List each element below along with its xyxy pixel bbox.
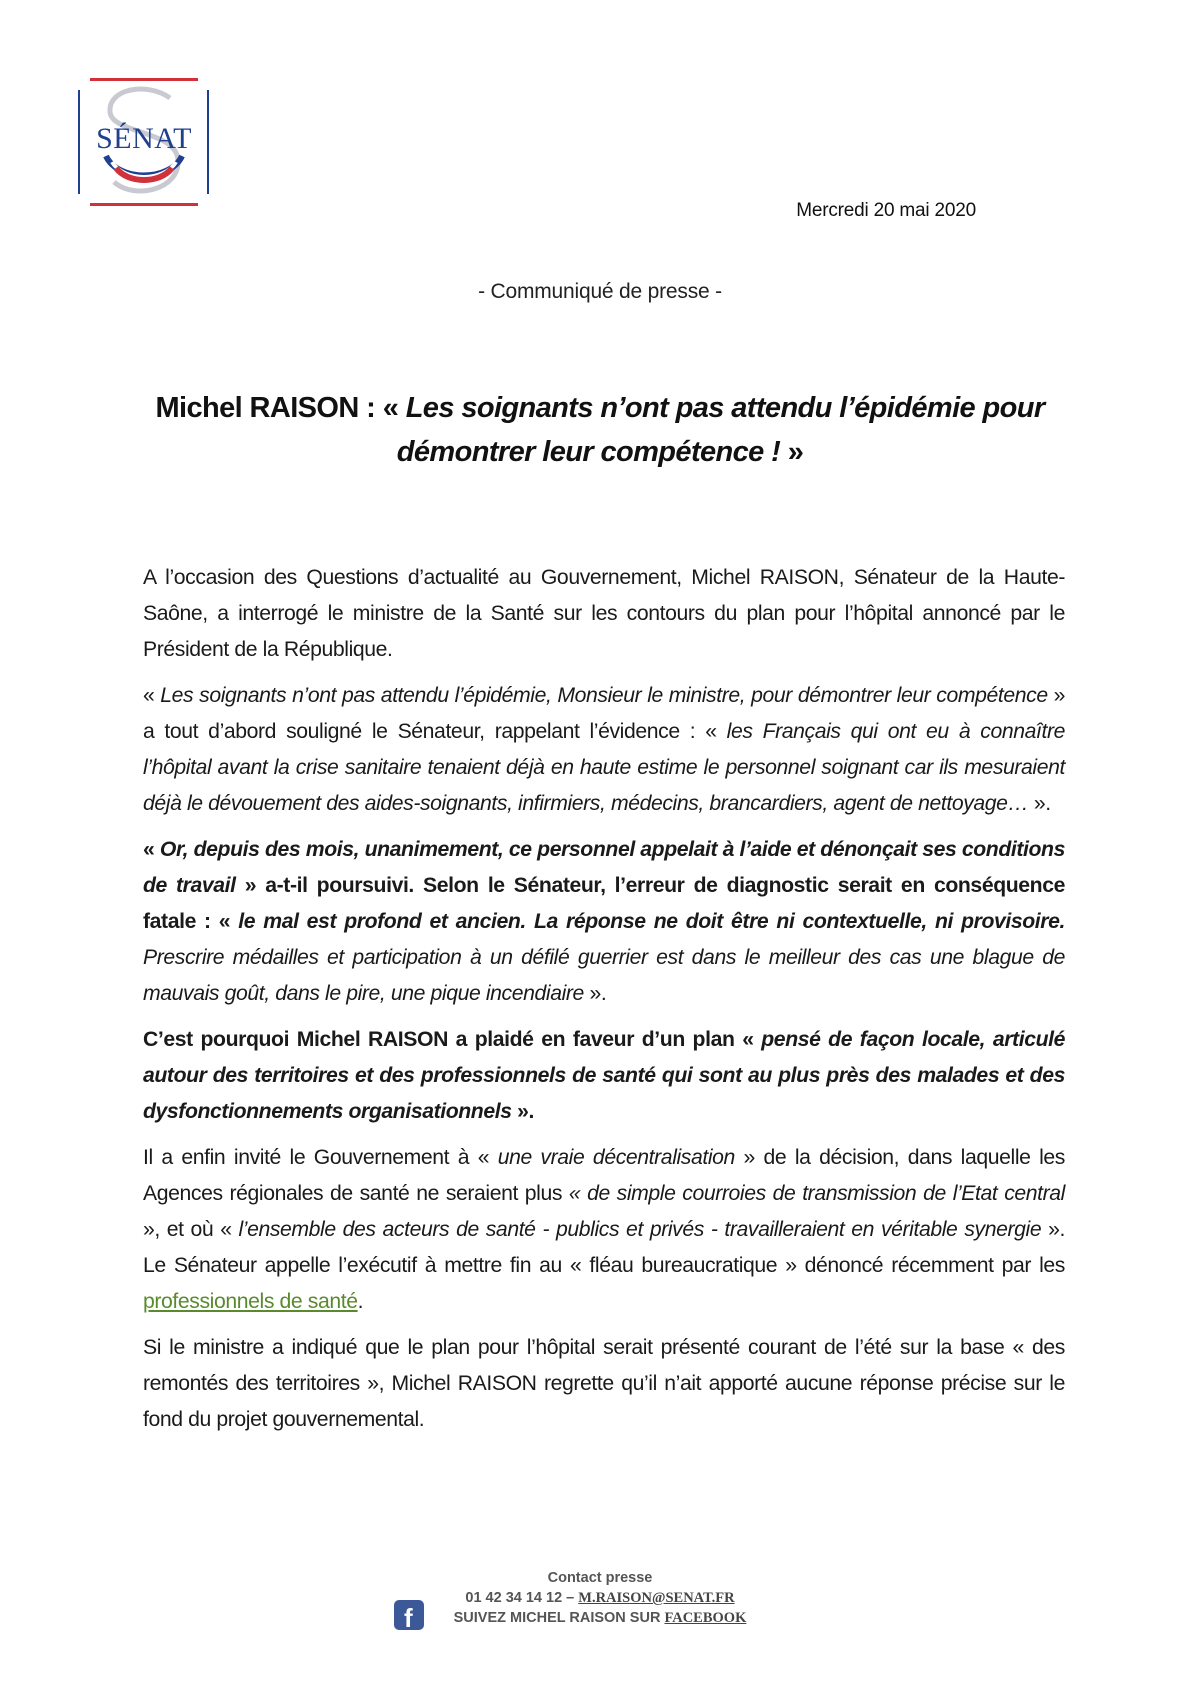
- press-release-title: [130, 386, 1070, 474]
- p3-quote-2: le mal est profond et ancien. La réponse ne doit être ni contextuelle, ni provisoire.: [238, 910, 1066, 933]
- paragraph-3: [143, 832, 1065, 1012]
- p2-quote-2: les Français qui ont eu à connaître l’hôpital avant la crise sanitaire tenaient déjà en haute estime le personnel soignant car ils mesuraient déjà le dévouement des aides-soignants, infirmiers, médecins, brancardiers, agent de nettoyage…: [143, 720, 1065, 815]
- facebook-icon[interactable]: [394, 1600, 424, 1633]
- title-quote: Les soignants n’ont pas attendu l’épidémie pour démontrer leur compétence !: [396, 392, 1045, 468]
- press-contact-footer: [0, 1568, 1200, 1628]
- paragraph-4: [143, 1022, 1065, 1130]
- p2-text-1: » a tout d’abord souligné le Sénateur, rappelant l’évidence : «: [143, 684, 1065, 743]
- p3-quote-3: Prescrire médailles et participation à un défilé guerrier est dans le meilleur des cas une blague de mauvais goût, dans le pire, une pique incendiaire: [143, 946, 1065, 1005]
- paragraph-6: Si le ministre a indiqué que le plan pour l’hôpital serait présenté courant de l’été sur la base « des remontés des territoires », Michel RAISON regrette qu’il n’ait apporté aucune réponse précise sur le fond du projet gouvernemental.: [143, 1336, 1065, 1431]
- p3-quote-1: Or, depuis des mois, unanimement, ce personnel appelait à l’aide et dénonçait ses conditions de travail: [143, 838, 1065, 897]
- p2-quote-1: Les soignants n’ont pas attendu l’épidémie, Monsieur le ministre, pour démontrer leur compétence: [160, 684, 1048, 707]
- facebook-icon-glyph: f: [404, 1603, 413, 1633]
- p5-text-2: » de la décision, dans laquelle les Agences régionales de santé ne seraient plus: [143, 1146, 1065, 1205]
- contact-phone: 01 42 34 14 12 –: [465, 1590, 579, 1606]
- press-release-body: [143, 560, 1065, 1448]
- p4-text-1: C’est pourquoi Michel RAISON a plaidé en faveur d’un plan «: [143, 1028, 762, 1051]
- p5-text-1: Il a enfin invité le Gouvernement à «: [143, 1146, 498, 1169]
- p3-open: «: [143, 838, 160, 861]
- p4-quote-1: pensé de façon locale, articulé autour des territoires et des professionnels de santé qui sont au plus près des malades et des dysfonctionnements organisationnels: [143, 1028, 1065, 1123]
- p3-text-1: » a-t-il poursuivi. Selon le Sénateur, l’erreur de diagnostic serait en conséquence fatale : «: [143, 874, 1065, 933]
- title-suffix: »: [780, 436, 804, 468]
- senat-logo: [78, 78, 210, 208]
- contact-heading: Contact presse: [547, 1570, 653, 1586]
- follow-text: SUIVEZ MICHEL RAISON SUR: [453, 1610, 665, 1626]
- professionnels-de-sante-link[interactable]: professionnels de santé: [143, 1290, 358, 1313]
- p4-text-2: ».: [511, 1100, 534, 1123]
- paragraph-1: A l’occasion des Questions d’actualité au Gouvernement, Michel RAISON, Sénateur de la Haute-Saône, a interrogé le ministre de la Santé sur les contours du plan pour l’hôpital annoncé par le Président de la République.: [143, 566, 1065, 661]
- paragraph-2: [143, 678, 1065, 822]
- senat-logo-graphic: [78, 78, 210, 208]
- contact-line: [0, 1588, 1200, 1608]
- follow-line: [0, 1608, 1200, 1628]
- senat-logo-text: SÉNAT: [96, 122, 192, 155]
- p2-text-2: ».: [1028, 792, 1051, 815]
- p3-text-2: ».: [583, 982, 607, 1005]
- p5-quote-1: une vraie décentralisation: [497, 1146, 735, 1169]
- p5-quote-2: « de simple courroies de transmission de l’Etat central: [568, 1182, 1065, 1205]
- p2-open: «: [143, 684, 161, 707]
- p5-text-3: », et où «: [143, 1218, 239, 1241]
- paragraph-5: [143, 1140, 1065, 1320]
- facebook-link[interactable]: FACEBOOK: [664, 1610, 747, 1626]
- document-kind: - Communiqué de presse -: [478, 280, 722, 303]
- contact-email-link[interactable]: M.RAISON@SENAT.FR: [578, 1590, 735, 1606]
- p5-text-4: ». Le Sénateur appelle l’exécutif à mettre fin au « fléau bureaucratique » dénoncé récemment par les: [143, 1218, 1065, 1277]
- title-prefix: Michel RAISON : «: [155, 392, 406, 424]
- p5-quote-3: l’ensemble des acteurs de santé - publics et privés - travailleraient en véritable synergie: [238, 1218, 1042, 1241]
- p5-text-5: .: [357, 1290, 364, 1313]
- release-date: Mercredi 20 mai 2020: [796, 200, 976, 221]
